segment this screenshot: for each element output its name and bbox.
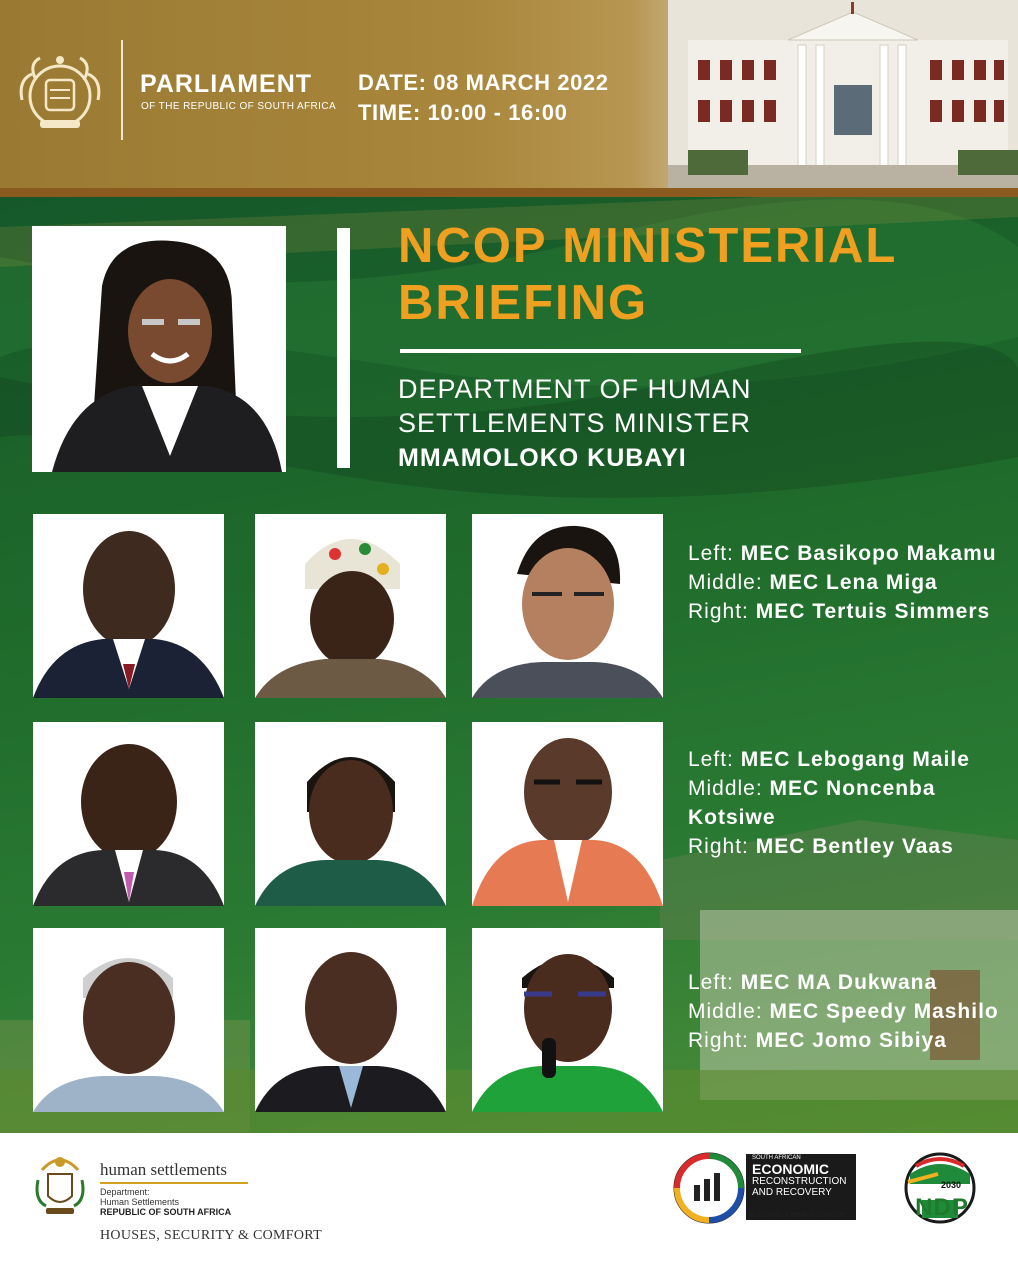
- err-line1: ECONOMIC: [752, 1161, 829, 1177]
- caption-row: Middle: MEC Noncenba Kotsiwe: [688, 777, 936, 829]
- caption-row: Middle: MEC Speedy Mashilo: [688, 1000, 999, 1023]
- briefing-title: [398, 218, 998, 332]
- header-vertical-divider: [121, 40, 123, 140]
- err-line2: RECONSTRUCTION: [752, 1176, 847, 1187]
- department-label: [100, 1187, 179, 1207]
- caption-row: Middle: MEC Lena Miga: [688, 571, 938, 594]
- parliament-crest-icon: [14, 50, 106, 138]
- caption-row: Left: MEC Lebogang Maile: [688, 748, 970, 771]
- department-label-line2: Human Settlements: [100, 1197, 180, 1207]
- ndp-year: 2030: [941, 1180, 962, 1190]
- minister-name: MMAMOLOKO KUBAYI: [398, 444, 687, 472]
- event-time: TIME: 10:00 - 16:00: [358, 100, 568, 125]
- caption-row: Right: MEC Bentley Vaas: [688, 835, 954, 858]
- department-text: [398, 372, 998, 440]
- republic-label: REPUBLIC OF SOUTH AFRICA: [100, 1207, 232, 1217]
- ndp-label: NDP: [915, 1194, 969, 1221]
- mec-photo-row1-left: [33, 514, 224, 698]
- caption-row: Left: MEC Basikopo Makamu: [688, 542, 997, 565]
- south-africa-coat-of-arms-icon: [32, 1150, 88, 1220]
- briefing-title-line1: NCOP MINISTERIAL: [398, 219, 898, 273]
- caption-row: Left: MEC MA Dukwana: [688, 971, 938, 994]
- mec-photo-row1-right: [472, 514, 663, 698]
- briefing-title-line2: BRIEFING: [398, 276, 649, 330]
- mec-caption-group-2: [688, 745, 1008, 861]
- department-line2: SETTLEMENTS MINISTER: [398, 408, 752, 438]
- mec-photo-row2-left: [33, 722, 224, 906]
- err-line3: AND RECOVERY: [752, 1187, 832, 1198]
- mec-photo-row2-right: [472, 722, 663, 906]
- department-line1: DEPARTMENT OF HUMAN: [398, 374, 752, 404]
- mec-photo-row2-middle: [255, 722, 446, 906]
- err-text-panel: [746, 1154, 856, 1220]
- department-tagline: HOUSES, SECURITY & COMFORT: [100, 1228, 322, 1243]
- title-divider: [400, 349, 801, 353]
- header-divider-rule: [0, 188, 1018, 197]
- caption-row: Right: MEC Jomo Sibiya: [688, 1029, 947, 1052]
- title-accent-bar: [337, 228, 350, 468]
- mec-caption-group-1: [688, 539, 1008, 626]
- mec-photo-row3-left: [33, 928, 224, 1112]
- mec-caption-group-3: [688, 968, 1008, 1055]
- parliament-title: PARLIAMENT: [140, 70, 313, 98]
- err-tagline: BUILDING A NEW ECONOMY: [748, 1212, 848, 1219]
- human-settlements-name: human settlements: [100, 1160, 228, 1179]
- err-emblem-icon: [672, 1151, 746, 1225]
- mec-photo-row3-middle: [255, 928, 446, 1112]
- minister-photo: [32, 226, 286, 472]
- err-small-label: SOUTH AFRICAN: [752, 1155, 801, 1161]
- human-settlements-rule: [100, 1182, 248, 1184]
- parliament-building-image: [668, 0, 1018, 188]
- mec-photo-row3-right: [472, 928, 663, 1112]
- mec-photo-row1-middle: [255, 514, 446, 698]
- caption-row: Right: MEC Tertuis Simmers: [688, 600, 991, 623]
- department-label-line1: Department:: [100, 1187, 150, 1197]
- event-date: DATE: 08 MARCH 2022: [358, 70, 609, 95]
- parliament-subtitle: OF THE REPUBLIC OF SOUTH AFRICA: [141, 101, 337, 112]
